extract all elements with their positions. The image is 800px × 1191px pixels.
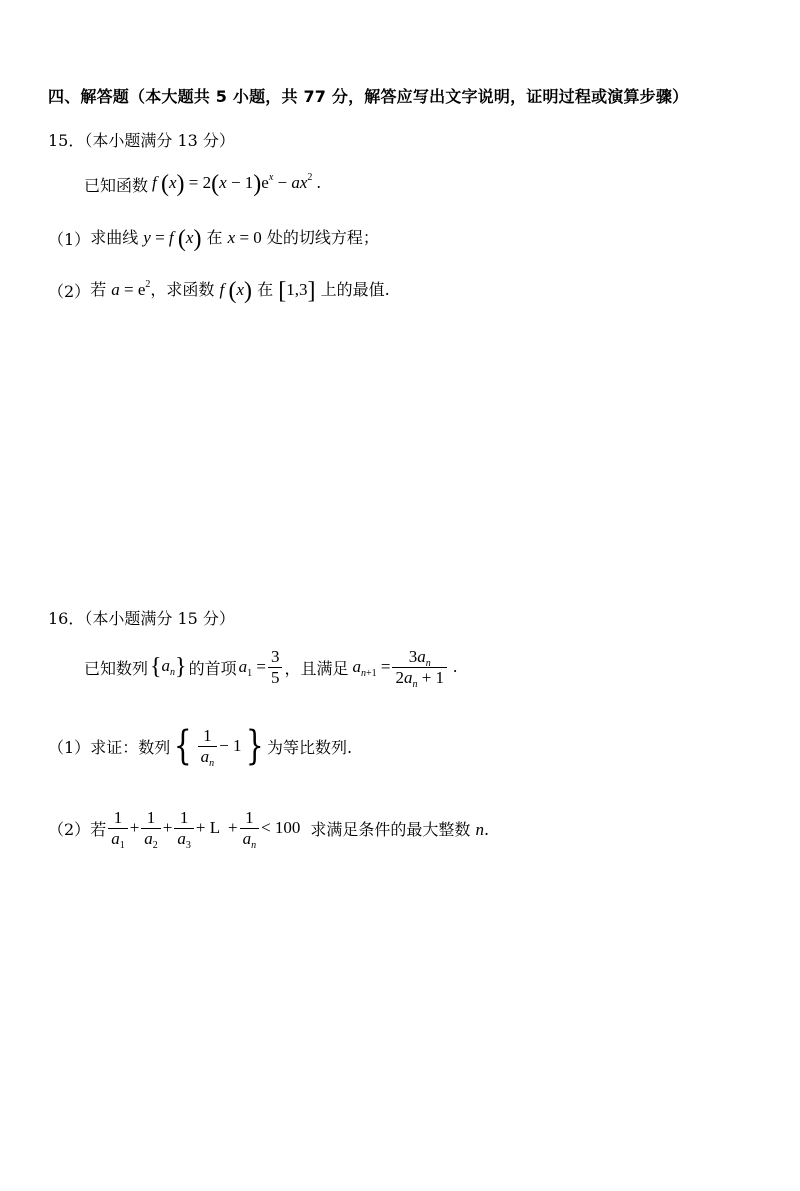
q16-part2-label: （2） <box>48 819 91 839</box>
section-title: 四、解答题（本大题共 5 小题，共 77 分，解答应写出文字说明，证明过程或演算步骤） <box>48 87 689 106</box>
recurrence-fraction: $\frac{3a_n}{2a_n + 1}$ <box>392 647 447 688</box>
a1-fraction: $\frac{3}{5}$ <box>268 647 283 688</box>
q15-part2 <box>48 276 390 304</box>
q16-part1: （1） 求证：数列 { $\frac{1}{a_n}$ − 1 } 为等比数列. <box>48 723 353 769</box>
left-brace: { <box>174 723 192 769</box>
q15-stem <box>84 170 321 198</box>
q16-header <box>48 606 235 629</box>
q16-number: 16． <box>48 609 85 628</box>
q15-part1 <box>48 224 379 252</box>
inverse-fraction: $\frac{1}{a_n}$ <box>198 726 218 767</box>
q15-stem-formula: f $(x) = 2(x - 1)e^x - ax^2$ . <box>152 171 321 197</box>
q15-part2-label: （2） <box>48 281 91 301</box>
q16-part1-label: （1） <box>48 737 91 757</box>
q15-part2-content: 若 $a = e^2$，求函数 f (x) 在 [1,3] 上的最值. <box>90 278 390 304</box>
q15-header <box>48 128 235 151</box>
q15-part1-content: 求曲线 y = f (x) 在 x = 0 处的切线方程； <box>90 226 379 252</box>
q16-part2: （2） 若 $\frac{1}{a_1}$ + $\frac{1}{a_2}$ + $\frac{1}{a_3}$ + L + $\frac{1}{a_n}$ < 100 求满足条件的最大整数 n. <box>48 807 490 851</box>
q15-stem-prefix: 已知函数 <box>84 175 149 195</box>
q16-stem: 已知数列 $\{a_n\}$ 的首项 $a_1$ = $\frac{3}{5}$ ，且满足 $a_{n+1}$ = $\frac{3a_n}{2a_n + 1}$ . <box>84 646 458 690</box>
q15-number: 15． <box>48 131 85 150</box>
q15-score: （本小题满分 13 分） <box>84 131 235 150</box>
q15-part1-label: （1） <box>48 229 91 249</box>
right-brace: } <box>245 723 264 769</box>
q16-score: （本小题满分 15 分） <box>84 609 235 628</box>
